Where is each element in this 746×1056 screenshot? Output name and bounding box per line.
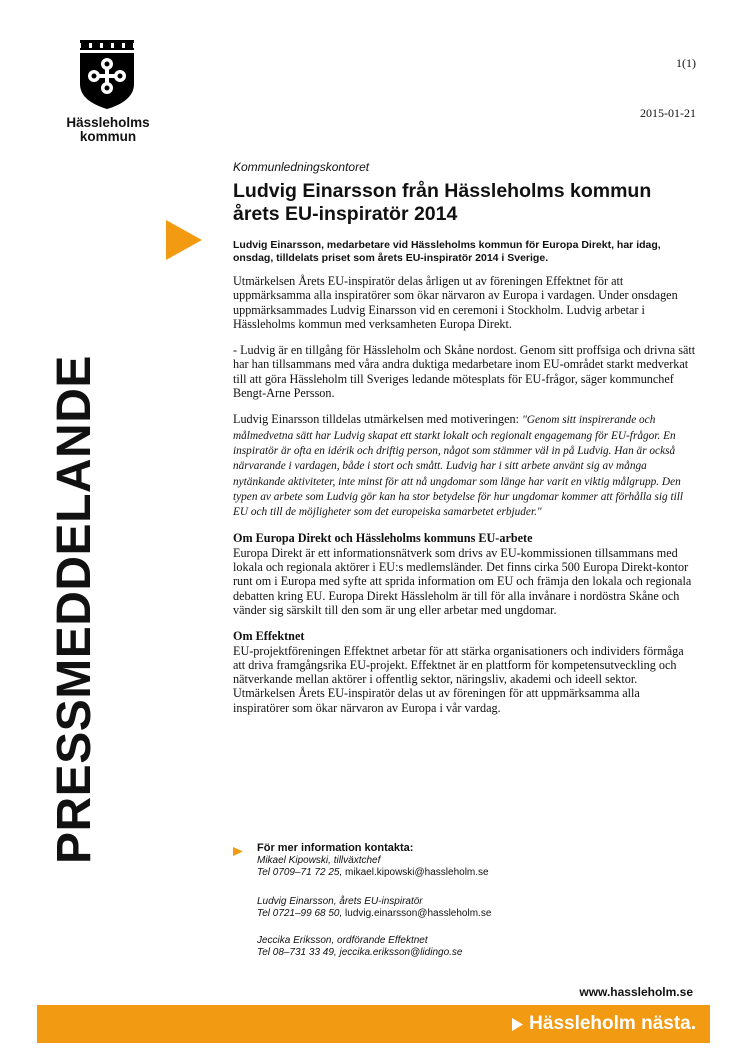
body-paragraph-1: Utmärkelsen Årets EU-inspiratör delas årligen ut av föreningen Effektnet för att uppmärksamma alla inspiratörer som ökar närvaron av Europa i vardagen. Under onsdagen uppmärksammades Ludvig Einarsson vid en ceremoni i Stockholm. Ludvig arbetar i Hässleholms kommun med verksamheten Europa Direkt. (233, 274, 678, 331)
body-paragraph-3 (233, 412, 696, 519)
footer-band (37, 1005, 710, 1043)
logo-name-line2: kommun (79, 129, 137, 144)
document-date: 2015-01-21 (640, 106, 696, 120)
website-link[interactable]: www.hassleholm.se (579, 985, 693, 999)
contact-person (257, 855, 489, 878)
contact-person (257, 896, 491, 919)
article (233, 160, 696, 727)
page-title: Ludvig Einarsson från Hässleholms kommun årets EU-inspiratör 2014 (233, 180, 652, 225)
motivation-intro: Ludvig Einarsson tilldelas utmärkelsen med motiveringen: (233, 412, 523, 427)
page-number: 1(1) (676, 56, 696, 70)
logo (62, 38, 152, 144)
municipal-crest-icon (72, 38, 142, 110)
section-heading-effektnet: Om Effektnet (233, 629, 305, 644)
contact-email[interactable]: mikael.kipowski@hassleholm.se (342, 866, 489, 878)
triangle-arrow-icon (166, 220, 202, 260)
contact-name: Mikael Kipowski, tillväxtchef (257, 855, 381, 866)
department: Kommunledningskontoret (233, 160, 370, 174)
contact-heading: För mer information kontakta: (257, 842, 414, 854)
lead-paragraph: Ludvig Einarsson, medarbetare vid Hässleholms kommun för Europa Direkt, har idag, onsdag, tilldelats priset som årets EU-inspiratör 2014 i Sverige. (233, 239, 661, 264)
contact-name: Jeccika Eriksson, ordförande Effektnet (257, 935, 428, 946)
logo-name-line1: Hässleholms (66, 115, 150, 130)
contact-arrow-icon (233, 847, 243, 856)
contact-person (257, 935, 462, 958)
section-text-effektnet: EU-projektföreningen Effektnet arbetar för att stärka organisationers och individers förmåga att driva framgångsrika EU-projekt. Effektnet är en plattform för kompetensutveckling och nätverkande mellan aktörer i offentlig sektor, näringsliv, akademi och ideell sektor. Utmärkelsen Årets EU-inspiratör delas ut av föreningen för att uppmärksamma alla inspiratörer som ökar närvaron av Europa i vår vardag. (233, 643, 684, 715)
contact-phone-email[interactable]: Tel 08–731 33 49, jeccika.eriksson@lidingo.se (257, 946, 463, 958)
slogan (512, 1011, 696, 1037)
motivation-quote: "Genom sitt inspirerande och målmedvetna sätt har Ludvig skapat ett starkt lokalt och regionalt engagemang för EU-frågor. En inspiratör är ofta en idérik och driftig person, något som stämmer väl in på Ludvig. Han är också närvarande i vardagen, både i stort och smått. Ludvig har i sitt arbete använt sig av många nytänkande aktiviteter, inte minst för att nå ungdomar som länge har varit en viktig målgrupp. Den typen av arbete som Ludvig gör kan ha stor betydelse för hur ungdomar kommer att förhålla sig till EU och till de möjligheter som det europeiska samarbetet erbjuder." (233, 414, 684, 519)
section-heading-europa-direkt: Om Europa Direkt och Hässleholms kommuns EU-arbete (233, 531, 533, 546)
contact-name: Ludvig Einarsson, årets EU-inspiratör (257, 896, 423, 907)
slogan-arrow-icon (512, 1018, 523, 1031)
section-text-europa-direkt: Europa Direkt är ett informationsnätverk som drivs av EU-kommissionen tillsammans med lokala och regionala aktörer i EU:s medlemsländer. Det finns cirka 500 Europa Direkt-kontor runt om i Europa med syfte att sprida information om EU och främja den lokala och regionala debatten kring EU. Europa Direkt Hässleholm är till för alla invånare i nordöstra Skåne och vänder sig särskilt till den som är ung eller arbetar med ungdomar. (233, 545, 692, 617)
contact-phone: Tel 0721–99 68 50, (257, 907, 343, 919)
contact-phone: Tel 0709–71 72 25, (257, 866, 343, 878)
side-label-pressmeddelande: PRESSMEDDELANDE (48, 355, 101, 864)
body-paragraph-2: - Ludvig är en tillgång för Hässleholm och Skåne nordost. Genom sitt proffsiga och drivna sätt har han tillsammans med våra andra duktiga medarbetare inom EU-området starkt medverkat till att göra Hässleholm till Sveriges ledande mötesplats för EU-frågor, säger kommunchef Bengt-Arne Persson. (233, 343, 696, 401)
slogan-text: Hässleholm nästa. (529, 1013, 696, 1034)
contact-email[interactable]: ludvig.einarsson@hassleholm.se (342, 907, 492, 919)
logo-text (62, 116, 154, 144)
